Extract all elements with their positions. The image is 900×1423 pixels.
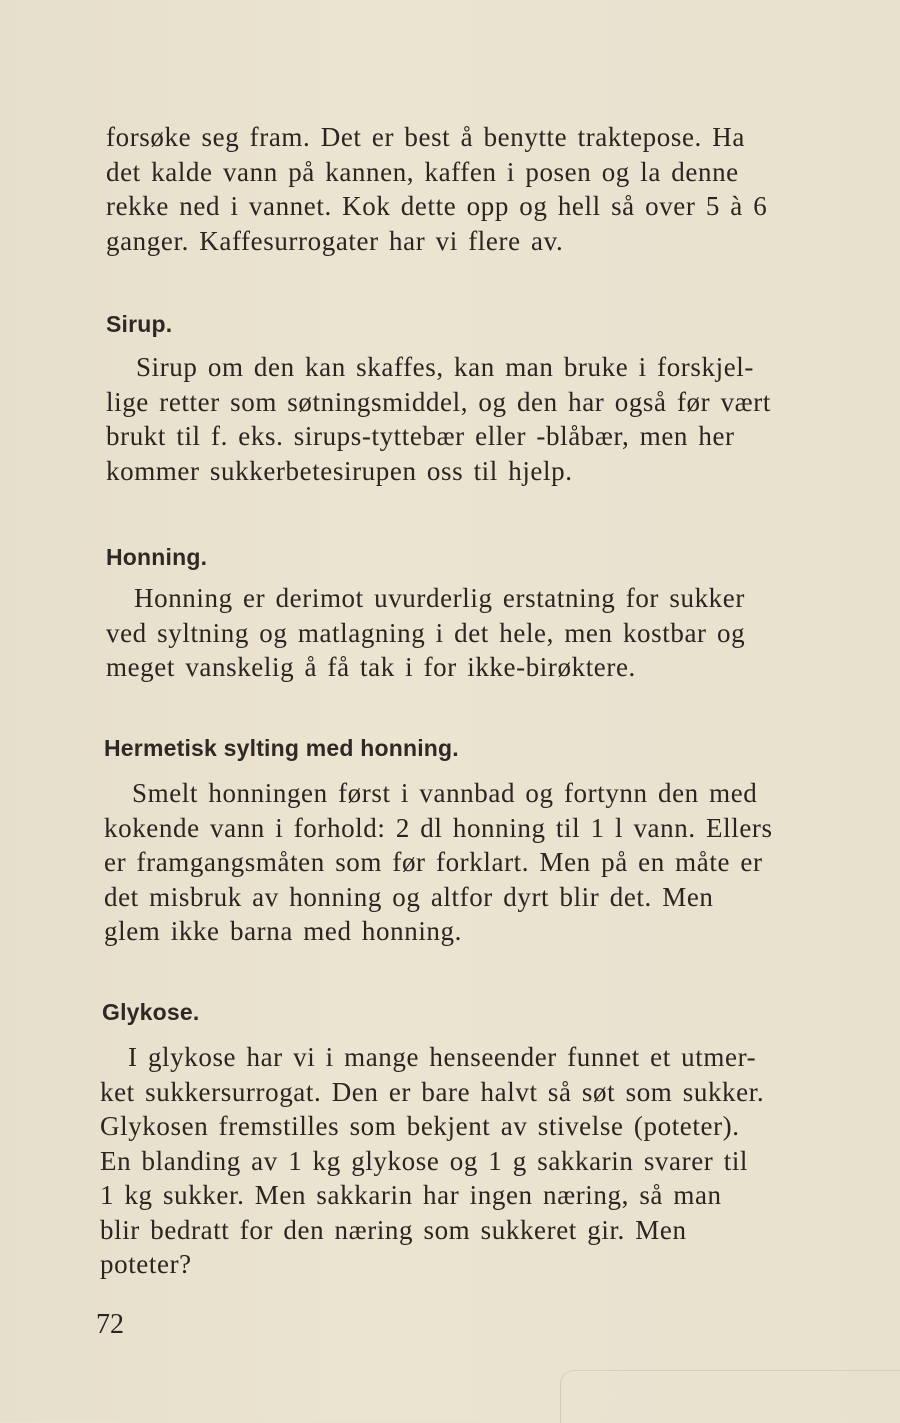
- page-number: 72: [96, 1309, 124, 1340]
- section-heading-glykose: Glykose.: [102, 999, 200, 1025]
- section-heading-honning: Honning.: [106, 544, 208, 570]
- section-text-hermetisk-sylting: Smelt honningen først i vannbad og fortynn den med kokende vann i forhold: 2 dl honning til 1 l vann. Ellers er framgangsmåten som før forklart. Men på en måte er det misbruk av honning og altfor dyrt blir det. Men glem ikke barna med honning.: [104, 778, 773, 946]
- section-text-sirup: Sirup om den kan skaffes, kan man bruke i forskjel- lige retter som søtningsmiddel, og den har også før vært brukt til f. eks. sirups-tyttebær eller -blåbær, men her kommer sukkerbetesirupen oss til hjelp.: [106, 352, 771, 486]
- intro-paragraph: forsøke seg fram. Det er best å benytte traktepose. Ha det kalde vann på kannen, kaffen i posen og la denne rekke ned i vannet. Kok dette opp og hell så over 5 à 6 ganger. Kaffesurrogater har vi flere av.: [106, 122, 768, 256]
- section-text-honning: Honning er derimot uvurderlig erstatning for sukker ved syltning og matlagning i det hele, men kostbar og meget vanskelig å få tak i for ikke-birøktere.: [106, 583, 746, 682]
- section-heading-hermetisk-sylting: Hermetisk sylting med honning.: [104, 735, 459, 761]
- page-fold-mark: [560, 1370, 900, 1423]
- section-text-glykose: I glykose har vi i mange henseender funnet et utmer- ket sukkersurrogat. Den er bare halvt så søt som sukker. Glykosen fremstilles som bekjent av stivelse (poteter). En blanding av 1 kg glykose og 1 g sakkarin svarer til 1 kg sukker. Men sakkarin har ingen næring, så man blir bedratt for den næring som sukkeret gir. Men poteter?: [100, 1042, 765, 1279]
- section-heading-sirup: Sirup.: [106, 311, 173, 337]
